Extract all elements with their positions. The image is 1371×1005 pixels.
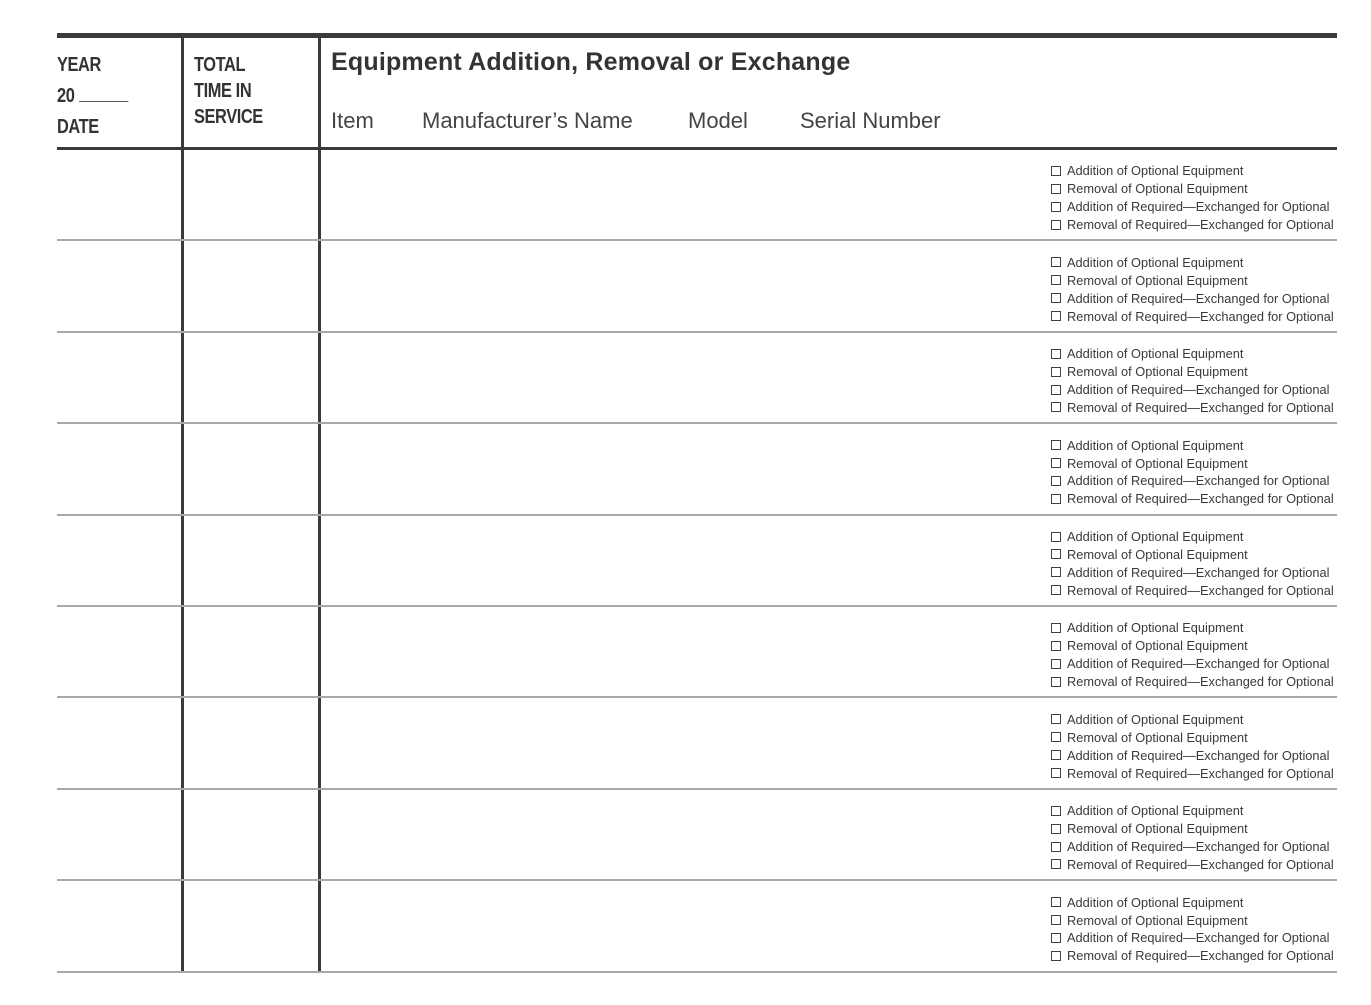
checkbox-option[interactable] bbox=[1051, 253, 1341, 271]
total-time-cell[interactable] bbox=[184, 424, 318, 513]
checkbox-icon[interactable] bbox=[1051, 933, 1061, 943]
column-item: Item bbox=[331, 108, 374, 133]
checkbox-label: Addition of Optional Equipment bbox=[1067, 620, 1244, 636]
checkbox-label: Addition of Optional Equipment bbox=[1067, 254, 1244, 270]
checkbox-label: Addition of Optional Equipment bbox=[1067, 163, 1244, 179]
checkbox-icon[interactable] bbox=[1051, 293, 1061, 303]
change-type-checkboxes bbox=[1051, 162, 1341, 234]
checkbox-option[interactable] bbox=[1051, 381, 1341, 399]
change-type-checkboxes bbox=[1051, 345, 1341, 417]
checkbox-label: Addition of Optional Equipment bbox=[1067, 346, 1244, 362]
year-prefix: 20 bbox=[57, 85, 75, 107]
checkbox-option[interactable] bbox=[1051, 655, 1341, 673]
table-row bbox=[57, 790, 1337, 881]
checkbox-icon[interactable] bbox=[1051, 367, 1061, 377]
year-label: YEAR bbox=[57, 54, 101, 76]
table-row bbox=[57, 333, 1337, 424]
checkbox-icon[interactable] bbox=[1051, 311, 1061, 321]
checkbox-option[interactable] bbox=[1051, 472, 1341, 490]
total-time-cell[interactable] bbox=[184, 241, 318, 330]
table-row bbox=[57, 881, 1337, 972]
change-type-checkboxes bbox=[1051, 802, 1341, 874]
checkbox-label: Removal of Optional Equipment bbox=[1067, 455, 1248, 471]
row-divider bbox=[57, 971, 1337, 973]
year-field[interactable] bbox=[57, 81, 155, 112]
equipment-cell[interactable] bbox=[321, 241, 1046, 330]
checkbox-label: Removal of Required—Exchanged for Optional bbox=[1067, 308, 1334, 324]
checkbox-label: Removal of Optional Equipment bbox=[1067, 546, 1248, 562]
table-row bbox=[57, 150, 1337, 241]
checkbox-icon[interactable] bbox=[1051, 532, 1061, 542]
equipment-cell[interactable] bbox=[321, 607, 1046, 696]
equipment-cell[interactable] bbox=[321, 698, 1046, 787]
total-time-cell[interactable] bbox=[184, 150, 318, 239]
equipment-cell[interactable] bbox=[321, 150, 1046, 239]
checkbox-option[interactable] bbox=[1051, 528, 1341, 546]
change-type-checkboxes bbox=[1051, 436, 1341, 508]
checkbox-icon[interactable] bbox=[1051, 349, 1061, 359]
checkbox-option[interactable] bbox=[1051, 893, 1341, 911]
checkbox-option[interactable] bbox=[1051, 764, 1341, 782]
checkbox-label: Addition of Optional Equipment bbox=[1067, 711, 1244, 727]
equipment-cell[interactable] bbox=[321, 790, 1046, 879]
checkbox-label: Addition of Optional Equipment bbox=[1067, 894, 1244, 910]
checkbox-option[interactable] bbox=[1051, 746, 1341, 764]
checkbox-icon[interactable] bbox=[1051, 859, 1061, 869]
checkbox-label: Removal of Optional Equipment bbox=[1067, 729, 1248, 745]
table-row bbox=[57, 424, 1337, 515]
checkbox-option[interactable] bbox=[1051, 307, 1341, 325]
checkbox-label: Removal of Required—Exchanged for Optional bbox=[1067, 948, 1334, 964]
total-time-label-line3: SERVICE bbox=[194, 106, 263, 128]
checkbox-icon[interactable] bbox=[1051, 202, 1061, 212]
equipment-cell[interactable] bbox=[321, 516, 1046, 605]
checkbox-icon[interactable] bbox=[1051, 184, 1061, 194]
checkbox-icon[interactable] bbox=[1051, 732, 1061, 742]
checkbox-label: Removal of Optional Equipment bbox=[1067, 272, 1248, 288]
checkbox-icon[interactable] bbox=[1051, 677, 1061, 687]
change-type-checkboxes bbox=[1051, 619, 1341, 691]
checkbox-icon[interactable] bbox=[1051, 623, 1061, 633]
checkbox-option[interactable] bbox=[1051, 545, 1341, 563]
equipment-header bbox=[331, 38, 1331, 148]
checkbox-icon[interactable] bbox=[1051, 567, 1061, 577]
checkbox-icon[interactable] bbox=[1051, 806, 1061, 816]
checkbox-icon[interactable] bbox=[1051, 824, 1061, 834]
checkbox-label: Removal of Required—Exchanged for Optional bbox=[1067, 217, 1334, 233]
checkbox-icon[interactable] bbox=[1051, 402, 1061, 412]
column-manufacturer: Manufacturer’s Name bbox=[422, 108, 633, 133]
checkbox-option[interactable] bbox=[1051, 911, 1341, 929]
checkbox-icon[interactable] bbox=[1051, 458, 1061, 468]
checkbox-label: Removal of Optional Equipment bbox=[1067, 181, 1248, 197]
total-time-label-line2: TIME IN bbox=[194, 80, 252, 102]
equipment-cell[interactable] bbox=[321, 424, 1046, 513]
table-row bbox=[57, 698, 1337, 789]
checkbox-label: Removal of Required—Exchanged for Optional bbox=[1067, 856, 1334, 872]
checkbox-option[interactable] bbox=[1051, 345, 1341, 363]
checkbox-label: Addition of Optional Equipment bbox=[1067, 437, 1244, 453]
column-serial-number: Serial Number bbox=[800, 108, 941, 133]
checkbox-label: Addition of Required—Exchanged for Optional bbox=[1067, 839, 1330, 855]
checkbox-option[interactable] bbox=[1051, 929, 1341, 947]
checkbox-option[interactable] bbox=[1051, 855, 1341, 873]
date-cell[interactable] bbox=[57, 424, 181, 513]
checkbox-option[interactable] bbox=[1051, 838, 1341, 856]
checkbox-icon[interactable] bbox=[1051, 275, 1061, 285]
checkbox-icon[interactable] bbox=[1051, 897, 1061, 907]
checkbox-label: Removal of Required—Exchanged for Optional bbox=[1067, 582, 1334, 598]
date-cell[interactable] bbox=[57, 881, 181, 970]
checkbox-icon[interactable] bbox=[1051, 257, 1061, 267]
table-row bbox=[57, 241, 1337, 332]
change-type-checkboxes bbox=[1051, 710, 1341, 782]
checkbox-option[interactable] bbox=[1051, 619, 1341, 637]
checkbox-option[interactable] bbox=[1051, 198, 1341, 216]
checkbox-label: Addition of Required—Exchanged for Optional bbox=[1067, 930, 1330, 946]
checkbox-option[interactable] bbox=[1051, 710, 1341, 728]
checkbox-label: Removal of Optional Equipment bbox=[1067, 364, 1248, 380]
checkbox-option[interactable] bbox=[1051, 216, 1341, 234]
checkbox-label: Removal of Required—Exchanged for Optional bbox=[1067, 765, 1334, 781]
checkbox-label: Addition of Required—Exchanged for Optional bbox=[1067, 382, 1330, 398]
total-time-cell[interactable] bbox=[184, 333, 318, 422]
checkbox-label: Removal of Required—Exchanged for Optional bbox=[1067, 491, 1334, 507]
change-type-checkboxes bbox=[1051, 893, 1341, 965]
checkbox-label: Removal of Optional Equipment bbox=[1067, 912, 1248, 928]
checkbox-icon[interactable] bbox=[1051, 166, 1061, 176]
table-header bbox=[57, 38, 1337, 148]
equipment-cell[interactable] bbox=[321, 333, 1046, 422]
year-date-header bbox=[57, 50, 155, 143]
checkbox-icon[interactable] bbox=[1051, 585, 1061, 595]
checkbox-icon[interactable] bbox=[1051, 915, 1061, 925]
total-time-cell[interactable] bbox=[184, 881, 318, 970]
checkbox-option[interactable] bbox=[1051, 581, 1341, 599]
checkbox-icon[interactable] bbox=[1051, 494, 1061, 504]
date-cell[interactable] bbox=[57, 516, 181, 605]
checkbox-option[interactable] bbox=[1051, 490, 1341, 508]
checkbox-option[interactable] bbox=[1051, 802, 1341, 820]
checkbox-icon[interactable] bbox=[1051, 641, 1061, 651]
checkbox-option[interactable] bbox=[1051, 398, 1341, 416]
checkbox-label: Removal of Required—Exchanged for Optional bbox=[1067, 674, 1334, 690]
equipment-cell[interactable] bbox=[321, 881, 1046, 970]
table-row bbox=[57, 607, 1337, 698]
checkbox-icon[interactable] bbox=[1051, 659, 1061, 669]
checkbox-option[interactable] bbox=[1051, 673, 1341, 691]
checkbox-option[interactable] bbox=[1051, 180, 1341, 198]
date-cell[interactable] bbox=[57, 698, 181, 787]
checkbox-label: Addition of Required—Exchanged for Optional bbox=[1067, 564, 1330, 580]
year-blank-line[interactable] bbox=[79, 87, 128, 102]
column-model: Model bbox=[688, 108, 748, 133]
checkbox-option[interactable] bbox=[1051, 289, 1341, 307]
checkbox-option[interactable] bbox=[1051, 563, 1341, 581]
date-label: DATE bbox=[57, 116, 99, 138]
checkbox-label: Removal of Optional Equipment bbox=[1067, 638, 1248, 654]
checkbox-label: Addition of Optional Equipment bbox=[1067, 529, 1244, 545]
checkbox-icon[interactable] bbox=[1051, 714, 1061, 724]
total-time-cell[interactable] bbox=[184, 698, 318, 787]
date-cell[interactable] bbox=[57, 241, 181, 330]
checkbox-label: Removal of Required—Exchanged for Optional bbox=[1067, 399, 1334, 415]
checkbox-icon[interactable] bbox=[1051, 220, 1061, 230]
date-cell[interactable] bbox=[57, 333, 181, 422]
checkbox-icon[interactable] bbox=[1051, 385, 1061, 395]
checkbox-label: Addition of Required—Exchanged for Optional bbox=[1067, 747, 1330, 763]
checkbox-icon[interactable] bbox=[1051, 750, 1061, 760]
checkbox-option[interactable] bbox=[1051, 363, 1341, 381]
checkbox-option[interactable] bbox=[1051, 728, 1341, 746]
date-cell[interactable] bbox=[57, 790, 181, 879]
change-type-checkboxes bbox=[1051, 528, 1341, 600]
checkbox-icon[interactable] bbox=[1051, 951, 1061, 961]
checkbox-label: Addition of Required—Exchanged for Optional bbox=[1067, 473, 1330, 489]
checkbox-icon[interactable] bbox=[1051, 440, 1061, 450]
total-time-label-line1: TOTAL bbox=[194, 54, 246, 76]
total-time-cell[interactable] bbox=[184, 607, 318, 696]
form-title: Equipment Addition, Removal or Exchange bbox=[331, 48, 851, 76]
checkbox-option[interactable] bbox=[1051, 947, 1341, 965]
checkbox-option[interactable] bbox=[1051, 637, 1341, 655]
checkbox-option[interactable] bbox=[1051, 454, 1341, 472]
total-time-cell[interactable] bbox=[184, 790, 318, 879]
checkbox-option[interactable] bbox=[1051, 820, 1341, 838]
checkbox-label: Addition of Required—Exchanged for Optional bbox=[1067, 199, 1330, 215]
change-type-checkboxes bbox=[1051, 253, 1341, 325]
checkbox-option[interactable] bbox=[1051, 271, 1341, 289]
checkbox-label: Removal of Optional Equipment bbox=[1067, 821, 1248, 837]
total-time-in-service-header bbox=[194, 52, 292, 130]
date-cell[interactable] bbox=[57, 607, 181, 696]
checkbox-icon[interactable] bbox=[1051, 476, 1061, 486]
checkbox-label: Addition of Required—Exchanged for Optional bbox=[1067, 656, 1330, 672]
checkbox-icon[interactable] bbox=[1051, 768, 1061, 778]
checkbox-icon[interactable] bbox=[1051, 549, 1061, 559]
total-time-cell[interactable] bbox=[184, 516, 318, 605]
checkbox-label: Addition of Optional Equipment bbox=[1067, 803, 1244, 819]
date-cell[interactable] bbox=[57, 150, 181, 239]
checkbox-label: Addition of Required—Exchanged for Optional bbox=[1067, 290, 1330, 306]
checkbox-option[interactable] bbox=[1051, 436, 1341, 454]
checkbox-option[interactable] bbox=[1051, 162, 1341, 180]
table-row bbox=[57, 516, 1337, 607]
checkbox-icon[interactable] bbox=[1051, 842, 1061, 852]
